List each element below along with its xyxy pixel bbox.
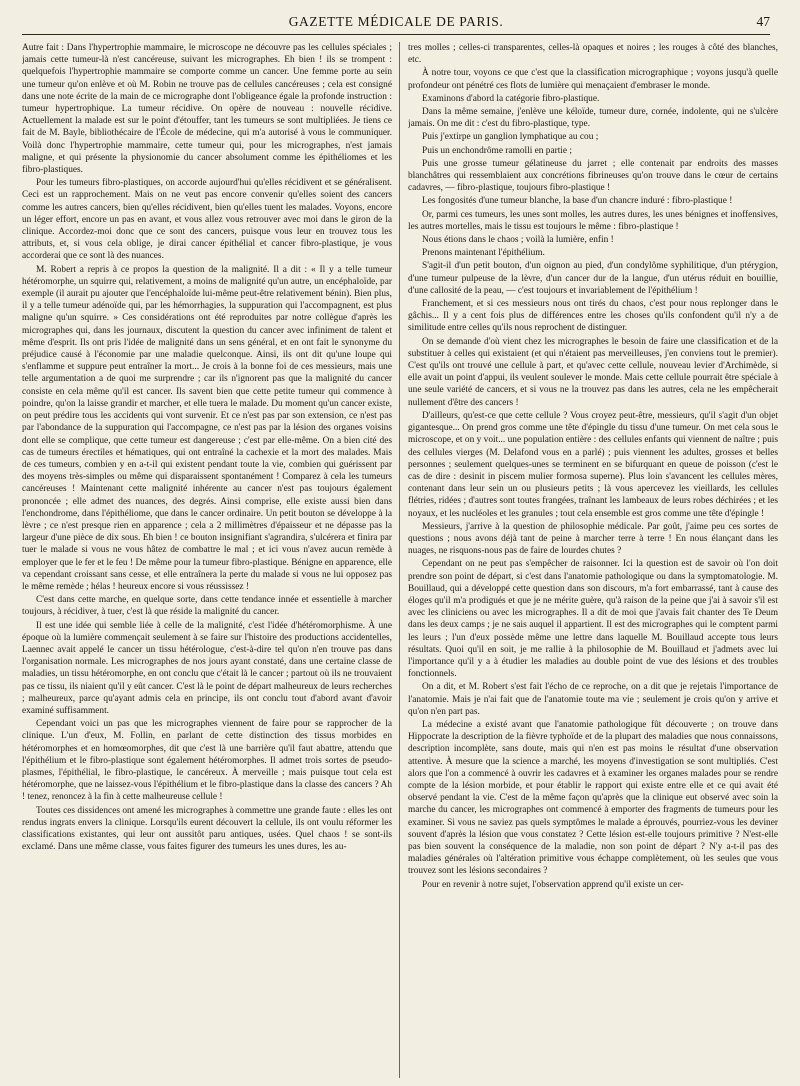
paragraph: Dans la même semaine, j'enlève une kéloïde, tumeur dure, cornée, indolente, qui ne s'ulcère jamais. On me dit : c'est du fibro-plastique, type. [408,107,778,130]
paragraph: Or, parmi ces tumeurs, les unes sont molles, les autres dures, les unes bénignes et inoffensives, les autres mortelles, mais le tissu est toujours le même : fibro-plastique ! [408,209,778,232]
paragraph: Puis un enchondrôme ramolli en partie ; [422,145,572,156]
paragraph: Toutes ces dissidences ont amené les micrographes à commettre une grande faute : elles les ont rendus ingrats envers la clinique. Lorsqu'ils eurent découvert la cellule, ils ont voulu réformer les classifications existantes, qui leur ont aussitôt paru antiques, usées. Quel chaos ! se sont-ils exclamé. Dans une même classe, vous faites figurer des tumeurs les unes dures, les au- [22,805,392,853]
paragraph: D'ailleurs, qu'est-ce que cette cellule ? Vous croyez peut-être, messieurs, qu'il s'agit d'un objet gigantesque... On prend gros comme une tête d'épingle du tissu d'une tumeur. On met cela sous le microscope, et on y voit... une population entière : des cellules enfants qui viennent de naître ; puis des cellules vierges (M. Delafond vous en a parlé) ; puis viennent les adultes, grosses et belles personnes ; seulement quelques-unes se terminent en se bifurquant en queue de poisson (c'est le cas de dire : desinit in piscem mulier formosa superne). Plus loin s'avancent les cellules mères, contenant dans leur sein un ou plusieurs petits ; là vous apercevez les vieillards, les cellules flétries, ridées ; d'autres sont toutes frangées, traînant les lambeaux de leurs robes déchirées ; et les noyaux, et les nucléoles et les granules ; tout cela ensemble est gros comme une tête d'épingle ! [408,410,778,519]
left-column [22,42,392,1078]
paragraph: On se demande d'où vient chez les micrographes le besoin de faire une classification et de la substituer à celles qui existaient (et qui n'étaient pas merveilleuses, j'en conviens tout le premier). C'est qu'ils ont trouvé une cellule à part, et qu'avec cette cellule, nouveau levier d'Archimède, si elle avait un point d'appui, ils veulent soulever le monde. Mais cette cellule pourrait être spéciale à une seule variété de cancers, et si vous ne la trouvez pas dans les autres, cela ne les empêcherait nullement d'être des cancers ! [408,336,778,408]
paragraph: La médecine a existé avant que l'anatomie pathologique fût découverte ; on trouve dans Hippocrate la description de la fièvre typhoïde et de la plupart des maladies que nous connaissons, description incomplète, sans doute, mais qui n'en est pas moins le résultat d'une observation attentive. À mesure que la science a marché, les moyens d'investigation se sont multipliés. C'est alors que l'on a commencé à ouvrir les cadavres et à examiner les organes malades pour se rendre compte de la lésion morbide, et pour établir le rapport qui existe entre elle et ce qui avait été observé pendant la vie. C'est de la même façon qu'après que la clinique eut observé avec soin la marche du cancer, les micrographes ont commencé à emporter des fragments de tumeurs pour les examiner. Si vous ne saviez pas quels symptômes le malade a éprouvés, pourriez-vous les deviner souvent d'après la lésion que vous constatez ? Cette lésion est-elle toujours primitive ? N'est-elle pas bien souvent la conséquence de la maladie, non son point de départ ? N'y a-t-il pas des maladies générales où l'altération primitive vous échappe complètement, où les seules que vous trouvez sont les lésions secondaires ? [408,719,778,877]
paragraph: À notre tour, voyons ce que c'est que la classification micrographique ; voyons jusqu'à quelle profondeur ont pénétré ces flots de lumière qui menaçaient d'embraser le monde. [408,68,778,91]
paragraph: On a dit, et M. Robert s'est fait l'écho de ce reproche, on a dit que je rejetais l'importance de l'anatomie. Mais je n'ai fait que de l'anatomie toute ma vie ; seulement je crois qu'on y arrive et qu'on n'en part pas. [408,682,778,717]
column-divider [399,42,400,1078]
paragraph: Examinons d'abord la catégorie fibro-plastique. [422,93,600,104]
paragraph: S'agit-il d'un petit bouton, d'un oignon au pied, d'un condylôme syphilitique, d'un ptérygion, d'une tumeur pulpeuse de la lèvre, d'un cancer dur de la langue, d'un utérus réduit en bouillie, d'une callosité de la peau, — c'est toujours et invariablement de l'épithélium ! [408,261,778,296]
paragraph: Puis j'extirpe un ganglion lymphatique au cou ; [422,132,599,143]
page-number: 47 [756,14,770,29]
right-column [408,42,778,1078]
paragraph: Puis une grosse tumeur gélatineuse du jarret ; elle contenait par endroits des masses blanchâtres qui ressemblaient aux concrétions fibrineuses qu'on trouve dans le cœur de certains cadavres, — fibro-plastique, toujours fibro-plastique ! [408,158,778,194]
journal-title: GAZETTE MÉDICALE DE PARIS. [288,14,504,29]
paragraph: Pour en revenir à notre sujet, l'observation apprend qu'il existe un cer- [422,879,684,890]
paragraph: Cependant voici un pas que les micrographes viennent de faire pour se rapprocher de la clinique. L'un d'eux, M. Follin, en parlant de cette distinction des tissus morbides en hétéromorphes et en homœomorphes, dit que c'est là une barrière qu'il faut abattre, attendu que l'épithélium et le fibro-plastique sont également hétéromorphes. Il admet trois sortes de pseudo-plasmes, l'épithélial, le fibro-plastique, le cancéreux. À merveille ; mais puisque tout cela est hétéromorphe, que ne laissez-vous l'épithélium et le fibro-plastique dans la classe des cancers ? Ah ! tenez, renoncez à la fin à cette malheureuse cellule ! [22,719,392,803]
paragraph: Nous étions dans le chaos ; voilà la lumière, enfin ! [422,235,614,246]
paragraph: Il est une idée qui semble liée à celle de la malignité, c'est l'idée d'hétéromorphisme. À une époque où la lumière commençait seulement à se faire sur l'histoire des productions accidentelles, Laennec avait appelé le cancer un tissu hétérologue, c'est-à-dire tel qu'on n'en trouve pas dans l'organisation normale. Les micrographes de nos jours ayant constaté, dans une certaine classe de maladies, un tissu hétéromorphe, en ont conclu que c'était là le cancer ; partout où ils ne trouvaient pas ce tissu, ils niaient qu'il y eût cancer. C'est là le point de départ malheureux de leurs recherches ; malheureux, parce qu'ayant admis cela en principe, ils ont conclu tout d'abord avant d'avoir examiné suffisamment. [22,620,392,716]
paragraph: Pour les tumeurs fibro-plastiques, on accorde aujourd'hui qu'elles récidivent et se généralisent. Ceci est un rapprochement. Mais on ne veut pas encore convenir qu'elles soient des cancers comme les autres cancers, bien qu'elles récidivent, bien qu'elles tuent les malades. Voyons, encore un léger effort, encore un pas en avant, et vous allez vous retrouver avec moi dans le giron de la clinique. Accordez-moi donc que ce sont des cancers, puisque vous leur en trouvez tous les attributs, et, si vous cela oblige, je dirai cancer épithélial et cancer fibro-plastique, je vous accorderai que ce sont là des nuances. [22,178,392,262]
paragraph: Les fongosités d'une tumeur blanche, la base d'un chancre induré : fibro-plastique ! [422,196,733,207]
page-header [22,12,770,35]
paragraph: Cependant on ne peut pas s'empêcher de raisonner. Ici la question est de savoir où l'on doit prendre son point de départ, si c'est dans l'anatomie pathologique ou dans la symptomatologie. M. Bouillaud, qui a développé cette question dans son discours, m'a fort embarrassé, tant à cause des éloges qu'il m'a prodigués et que je ne mérite guère, qu'à raison de la peine que j'ai à savoir s'il est avec les cliniciens ou avec les micrographes. Il a dit de moi que j'avais fait chanter des Te Deum dans les deux camps ; je ne sais auquel il appartient. Il est des micrographes qui le comptent parmi les leurs ; l'un d'eux possède même une lettre dans laquelle M. Bouillaud accepte tous leurs résultats. Quoi qu'il en soit, je me rallie à la philosophie de M. Bouillaud et j'admets avec lui l'importance qu'il y a à étudier les maladies au double point de vue des lésions et des troubles fonctionnels. [408,559,778,680]
paragraph: M. Robert a repris à ce propos la question de la malignité. Il a dit : « Il y a telle tumeur hétéromorphe, un squirre qui, relativement, a moins de malignité qu'un autre, un encéphaloïde, par exemple (il aurait pu ajouter que l'encéphaloïde lui-même peut-être relativement bénin). Bien plus, il y a telle tumeur adénoïde qui, par les hémorrhagies, la suppuration qui l'accompagnent, est plus maligne qu'un squirre. » Ces considérations ont été reproduites par notre collègue d'après les micrographes qui, dans les journaux, discutent la question du cancer avec infiniment de talent et même d'esprit. Ils ont pris l'idée de malignité dans un sens général, et en ont fait le synonyme du préjudice causé à l'économie par une maladie quelconque. Ainsi, ils ont dit qu'une loupe qui s'enflamme et suppure peut entraîner la mort... Je crois à la bonne foi de ces messieurs, mais une telle argumentation a de quoi me surprendre ; car ils n'ignorent pas que la malignité du cancer consiste en cela même qu'il est cancer. Ils savent bien que cette petite tumeur qui commence à poindre, qu'on la laisse grandir et marcher, et elle tuera le malade. Du moment qu'un cancer existe, on peut prédire tous les accidents qui vont survenir. Et ce n'est pas par son extension, ce n'est pas par l'abondance de la suppuration qui l'accompagne, ce n'est pas par la lésion des organes voisins dont elle se complique, que cette tumeur est dangereuse ; c'est par elle-même. On a bien cité des cas de tumeurs érectiles et hématiques, qui ont entraîné la cachexie et la mort des malades. Mais de ces tumeurs, combien y en a-t-il qui existent pendant toute la vie, combien qui guérissent par des moyens très-simples ou même qui disparaissent spontanément ! Comparez à cela les tumeurs cancéreuses ! Maintenant cette malignité inhérente au cancer n'est pas toujours également prononcée ; elle admet des nuances, des degrés. Ainsi comprise, elle existe aussi bien dans l'enchondrome, dans l'épithéliome, que dans le cancer ordinaire. Un petit bouton se développe à la lèvre ; ce n'est presque rien en apparence ; cela a 2 millimètres d'épaisseur et ne dépasse pas la largeur d'une pièce de dix sous. Eh bien ! ce bouton insignifiant s'agrandira, s'ulcérera et finira par tuer le malade si vous ne vous hâtez de combattre le mal ; et ici vous n'avez aucun remède à employer que le fer et le feu ! De même pour la tumeur fibro-plastique. Bénigne en apparence, elle va cependant croissant sans cesse, et elle entraînera la perte du malade si vous ne lui opposez pas le même remède ; hélas ! heureux encore si vous réussissez ! [22,264,392,592]
paragraph: Autre fait : Dans l'hypertrophie mammaire, le microscope ne découvre pas les cellules spéciales ; jamais cette tumeur-là n'est cancéreuse, suivant les micrographes. Eh bien ! ils se trompent : quelquefois l'hypertrophie mammaire se comporte comme un cancer. Une femme porte au sein une tumeur qu'on enlève et où M. Robin ne trouve pas de cellules cancéreuses ; cela est consigné dans une note écrite de la main de ce micrographe dont l'obligeance égale la profonde instruction : tumeur hypertrophique. La tumeur récidive. On opère de nouveau : nouvelle récidive. Actuellement la malade est sur le point d'étouffer, tant les tumeurs se sont multipliées. Je tiens ce fait de M. Bayle, bibliothécaire de l'École de médecine, qui m'a autorisé à vous le communiquer. Voilà donc l'hypertrophie mammaire, cette tumeur qui, pour les micrographes, n'est jamais maligne, et qui présente la physionomie du cancer absolument comme les épithéliomes et les fibro-plastiques. [22,43,392,176]
paragraph: Prenons maintenant l'épithélium. [422,248,545,259]
paragraph: Messieurs, j'arrive à la question de philosophie médicale. Par goût, j'aime peu ces sortes de questions ; nous avons déjà tant de peine à marcher terre à terre ! En nous élançant dans les nuages, ne risquons-nous pas de faire de lourdes chutes ? [408,521,778,557]
paragraph: Franchement, et si ces messieurs nous ont tirés du chaos, c'est pour nous replonger dans le gâchis... Il y a cent fois plus de différences entre les choses qu'ils confondent qu'il n'y a de similitude entre celles qu'ils nous reprochent de distinguer. [408,299,778,334]
paragraph: C'est dans cette marche, en quelque sorte, dans cette tendance innée et essentielle à marcher toujours, à récidiver, à tuer, c'est là que réside la malignité du cancer. [22,595,392,618]
paragraph: tres molles ; celles-ci transparentes, celles-là opaques et noires ; les rouges à côté des blanches, etc. [408,43,778,66]
